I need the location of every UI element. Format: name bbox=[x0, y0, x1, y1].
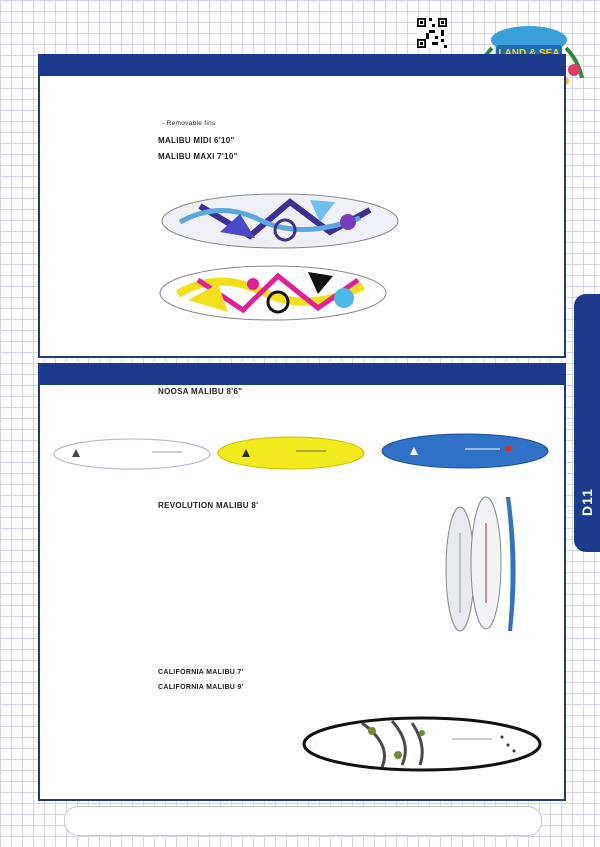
noosa-yellow-board-image bbox=[216, 435, 366, 471]
page-side-tab bbox=[574, 294, 600, 552]
page-code-label: D11 bbox=[579, 488, 595, 516]
section-header-bar bbox=[40, 56, 564, 76]
product-malibu-maxi: MALIBU MAXI 7'10" bbox=[158, 152, 238, 161]
feature-text: - Removable fins bbox=[162, 120, 216, 127]
qr-code-icon bbox=[417, 18, 447, 48]
product-malibu-midi: MALIBU MIDI 6'10" bbox=[158, 136, 235, 145]
california-malibu-board-image bbox=[302, 715, 542, 773]
product-california-malibu-7: CALIFORNIA MALIBU 7' bbox=[158, 669, 244, 676]
product-noosa-malibu: NOOSA MALIBU 8'6" bbox=[158, 387, 243, 396]
revolution-malibu-board-image bbox=[442, 483, 552, 635]
malibu-maxi-board-image bbox=[158, 264, 388, 322]
product-revolution-malibu: REVOLUTION MALIBU 8' bbox=[158, 501, 259, 510]
malibu-section-panel bbox=[38, 54, 566, 358]
product-california-malibu-9: CALIFORNIA MALIBU 9' bbox=[158, 684, 244, 691]
noosa-blue-board-image bbox=[380, 431, 550, 471]
longboard-section-panel bbox=[38, 363, 566, 801]
noosa-white-board-image bbox=[52, 437, 212, 471]
footer-box bbox=[64, 806, 542, 836]
malibu-midi-board-image bbox=[160, 192, 400, 250]
section-header-bar bbox=[40, 365, 564, 385]
